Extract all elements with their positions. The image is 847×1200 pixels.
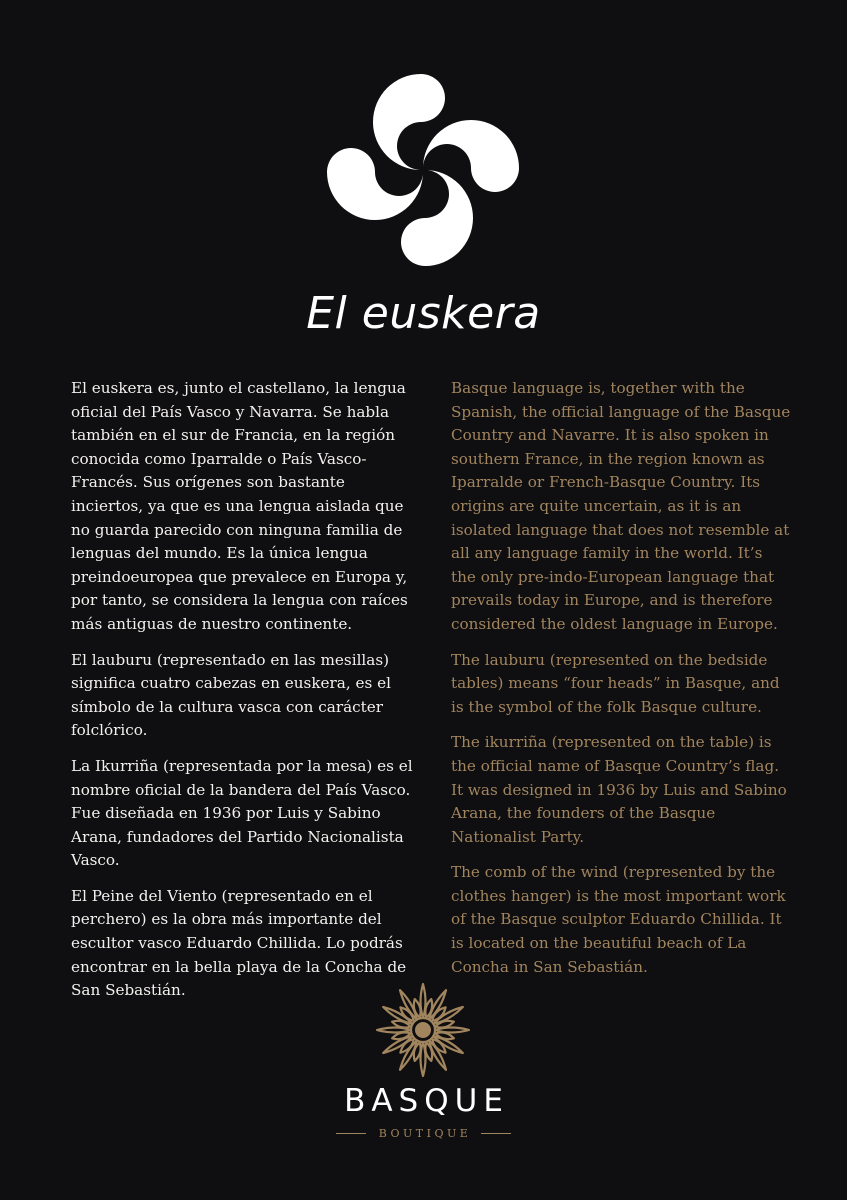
spanish-column <box>71 377 416 1015</box>
brand-subtitle: BOUTIQUE <box>378 1126 472 1140</box>
english-paragraph: The lauburu (represented on the bedside tables) means “four heads” in Basque, and is the symbol of the folk Basque culture. <box>451 650 780 716</box>
spanish-paragraph: El lauburu (representado en las mesillas) significa cuatro cabezas en euskera, es el símbolo de la cultura vasca con carácter folclórico. <box>71 650 391 740</box>
brand-name: BASQUE <box>344 1083 509 1119</box>
english-paragraph: Basque language is, together with the Spanish, the official language of the Basque Country and Navarre. It is also spoken in southern France, in the region known as Iparralde or French-Basque Country. Its origins are quite uncertain, as it is an isolated language that does not resemble at all any language family in the world. It’s the only pre-indo-European language that prevails today in Europe, and is therefore considered the oldest language in Europe. <box>451 379 791 633</box>
spanish-paragraph: La Ikurriña (representada por la mesa) es el nombre oficial de la bandera del País Vasco. Fue diseñada en 1936 por Luis y Sabino Arana, fundadores del Partido Nacionalista Vasco. <box>71 756 413 870</box>
brand-subtitle-row <box>336 1124 511 1142</box>
english-paragraph: The comb of the wind (represented by the clothes hanger) is the most important work of the Basque sculptor Eduardo Chillida. It is located on the beautiful beach of La Concha in San Sebastián. <box>451 863 786 976</box>
spanish-paragraph: El euskera es, junto el castellano, la lengua oficial del País Vasco y Navarra. Se habla también en el sur de Francia, en la región conocida como Iparralde o País Vasco-Francés. Sus orígenes son bastante inciertos, ya que es una lengua aislada que no guarda parecido con ninguna familia de lenguas del mundo. Es la única lengua preindoeuropea que prevalece en Europa y, por tanto, se considera la lengua con raíces más antiguas de nuestro continente. <box>71 379 408 633</box>
english-column <box>451 377 791 991</box>
spanish-paragraph: El Peine del Viento (representado en el perchero) es la obra más importante del escultor vasco Eduardo Chillida. Lo podrás encontrar en la bella playa de la Concha de San Sebastián. <box>71 886 407 1000</box>
divider-line-right <box>481 1133 511 1134</box>
english-paragraph: The ikurriña (represented on the table) is the official name of Basque Country’s flag. It was designed in 1936 by Luis and Sabino Arana, the founders of the Basque Nationalist Party. <box>451 733 787 846</box>
sun-flower-logo-icon <box>373 980 473 1080</box>
lauburu-icon <box>323 70 523 270</box>
page-title: El euskera <box>306 288 541 339</box>
divider-line-left <box>336 1133 366 1134</box>
